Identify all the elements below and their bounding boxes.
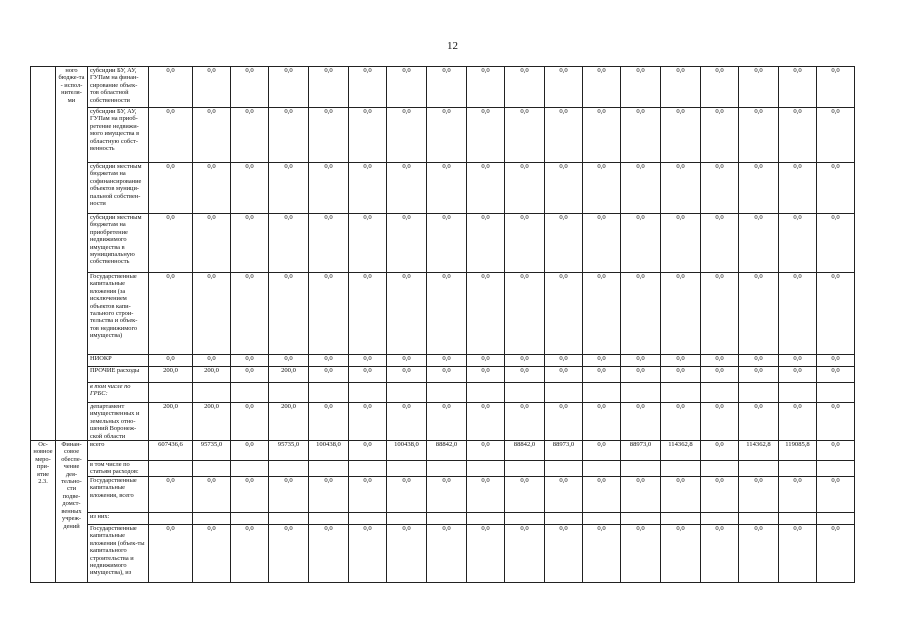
value-cell: 0,0 — [309, 477, 349, 513]
value-cell: 100438,0 — [309, 441, 349, 461]
value-cell: 0,0 — [467, 273, 505, 355]
value-cell — [427, 513, 467, 525]
activity-name-cell: Финан-совое обеспе-чение дея-тельно-сти подве-домст-венных учреж-дений — [56, 441, 88, 583]
value-cell: 0,0 — [817, 163, 855, 214]
value-cell: 0,0 — [309, 214, 349, 273]
value-cell: 0,0 — [661, 214, 701, 273]
value-cell: 0,0 — [387, 273, 427, 355]
value-cell — [545, 383, 583, 403]
row-label: Государственные капитальные вложения, всего — [88, 477, 149, 513]
value-cell: 0,0 — [427, 67, 467, 108]
value-cell: 0,0 — [309, 525, 349, 583]
value-cell: 0,0 — [149, 355, 193, 367]
value-cell: 0,0 — [505, 403, 545, 441]
table-row — [31, 403, 855, 441]
row-label: Государственные капитальные вложения (объек-ты капитального строительства и недвижимого имущества), из — [88, 525, 149, 583]
value-cell: 0,0 — [545, 367, 583, 383]
value-cell: 0,0 — [583, 273, 621, 355]
value-cell: 0,0 — [661, 367, 701, 383]
value-cell: 0,0 — [583, 441, 621, 461]
value-cell: 0,0 — [387, 108, 427, 163]
value-cell: 0,0 — [545, 214, 583, 273]
value-cell: 0,0 — [193, 163, 231, 214]
value-cell: 0,0 — [779, 163, 817, 214]
value-cell: 0,0 — [387, 477, 427, 513]
value-cell: 0,0 — [349, 108, 387, 163]
value-cell: 0,0 — [817, 525, 855, 583]
value-cell: 0,0 — [621, 367, 661, 383]
value-cell: 0,0 — [621, 214, 661, 273]
value-cell: 0,0 — [427, 355, 467, 367]
value-cell: 0,0 — [817, 403, 855, 441]
value-cell: 0,0 — [309, 163, 349, 214]
value-cell — [427, 383, 467, 403]
value-cell — [739, 383, 779, 403]
value-cell: 0,0 — [309, 273, 349, 355]
value-cell: 0,0 — [149, 67, 193, 108]
value-cell — [545, 461, 583, 477]
value-cell: 0,0 — [701, 441, 739, 461]
value-cell: 0,0 — [701, 403, 739, 441]
value-cell: 119085,8 — [779, 441, 817, 461]
value-cell: 0,0 — [701, 214, 739, 273]
value-cell: 0,0 — [779, 355, 817, 367]
row-label: в том числе по ГРБС: — [88, 383, 149, 403]
value-cell: 0,0 — [505, 163, 545, 214]
value-cell: 0,0 — [583, 163, 621, 214]
value-cell: 0,0 — [739, 163, 779, 214]
value-cell — [149, 513, 193, 525]
value-cell: 0,0 — [427, 214, 467, 273]
value-cell: 0,0 — [387, 367, 427, 383]
value-cell: 88842,0 — [427, 441, 467, 461]
value-cell: 0,0 — [193, 108, 231, 163]
value-cell: 0,0 — [193, 355, 231, 367]
value-cell: 0,0 — [149, 163, 193, 214]
budget-table — [30, 66, 855, 583]
page-number: 12 — [447, 40, 458, 52]
value-cell: 0,0 — [349, 477, 387, 513]
value-cell: 0,0 — [701, 163, 739, 214]
value-cell: 0,0 — [505, 367, 545, 383]
table-row — [31, 108, 855, 163]
value-cell: 0,0 — [583, 477, 621, 513]
table-row — [31, 461, 855, 477]
value-cell: 0,0 — [661, 163, 701, 214]
value-cell: 95735,0 — [269, 441, 309, 461]
value-cell: 0,0 — [467, 367, 505, 383]
value-cell: 0,0 — [427, 403, 467, 441]
value-cell — [269, 383, 309, 403]
value-cell: 0,0 — [583, 108, 621, 163]
value-cell — [661, 513, 701, 525]
value-cell: 0,0 — [269, 525, 309, 583]
value-cell: 114362,8 — [739, 441, 779, 461]
row-label: в том числе по статьям расходов: — [88, 461, 149, 477]
value-cell: 0,0 — [309, 367, 349, 383]
row-label: НИОКР — [88, 355, 149, 367]
value-cell: 0,0 — [621, 525, 661, 583]
table-row — [31, 214, 855, 273]
value-cell — [621, 513, 661, 525]
value-cell: 0,0 — [387, 214, 427, 273]
value-cell: 95735,0 — [193, 441, 231, 461]
value-cell: 0,0 — [231, 441, 269, 461]
value-cell: 0,0 — [661, 108, 701, 163]
value-cell: 0,0 — [739, 403, 779, 441]
value-cell: 88973,0 — [621, 441, 661, 461]
row-label: из них: — [88, 513, 149, 525]
value-cell: 0,0 — [621, 477, 661, 513]
value-cell: 200,0 — [269, 403, 309, 441]
value-cell: 0,0 — [583, 355, 621, 367]
value-cell: 88973,0 — [545, 441, 583, 461]
value-cell: 0,0 — [269, 67, 309, 108]
value-cell: 0,0 — [779, 108, 817, 163]
value-cell: 200,0 — [193, 367, 231, 383]
value-cell: 0,0 — [387, 355, 427, 367]
value-cell: 0,0 — [545, 108, 583, 163]
value-cell: 0,0 — [149, 273, 193, 355]
value-cell: 0,0 — [231, 403, 269, 441]
value-cell: 0,0 — [467, 163, 505, 214]
value-cell: 0,0 — [701, 273, 739, 355]
value-cell — [739, 513, 779, 525]
value-cell: 0,0 — [309, 403, 349, 441]
value-cell: 0,0 — [231, 273, 269, 355]
value-cell: 0,0 — [739, 477, 779, 513]
value-cell: 200,0 — [193, 403, 231, 441]
table-row — [31, 513, 855, 525]
value-cell — [779, 513, 817, 525]
value-cell: 0,0 — [309, 67, 349, 108]
value-cell: 0,0 — [349, 273, 387, 355]
value-cell: 0,0 — [505, 108, 545, 163]
value-cell — [309, 383, 349, 403]
value-cell: 0,0 — [545, 403, 583, 441]
value-cell: 0,0 — [309, 355, 349, 367]
value-cell: 0,0 — [467, 403, 505, 441]
value-cell: 0,0 — [779, 273, 817, 355]
value-cell: 0,0 — [701, 108, 739, 163]
value-cell: 0,0 — [193, 477, 231, 513]
value-cell: 0,0 — [467, 67, 505, 108]
value-cell — [779, 383, 817, 403]
value-cell — [387, 461, 427, 477]
value-cell: 0,0 — [661, 273, 701, 355]
value-cell: 0,0 — [231, 108, 269, 163]
value-cell: 0,0 — [349, 403, 387, 441]
value-cell: 0,0 — [387, 163, 427, 214]
value-cell — [349, 383, 387, 403]
value-cell — [467, 383, 505, 403]
value-cell — [583, 383, 621, 403]
value-cell — [387, 513, 427, 525]
value-cell: 0,0 — [309, 108, 349, 163]
value-cell: 0,0 — [231, 214, 269, 273]
value-cell: 0,0 — [427, 477, 467, 513]
value-cell: 0,0 — [349, 67, 387, 108]
value-cell: 0,0 — [269, 355, 309, 367]
value-cell: 0,0 — [621, 403, 661, 441]
value-cell: 0,0 — [193, 273, 231, 355]
value-cell: 0,0 — [701, 477, 739, 513]
program-number-cell — [31, 67, 56, 441]
value-cell: 0,0 — [505, 477, 545, 513]
table-row — [31, 67, 855, 108]
value-cell: 0,0 — [779, 214, 817, 273]
value-cell: 0,0 — [505, 67, 545, 108]
value-cell — [349, 513, 387, 525]
value-cell: 0,0 — [467, 477, 505, 513]
value-cell — [149, 383, 193, 403]
value-cell: 88842,0 — [505, 441, 545, 461]
value-cell: 0,0 — [739, 214, 779, 273]
value-cell: 0,0 — [427, 367, 467, 383]
value-cell: 0,0 — [349, 367, 387, 383]
value-cell: 0,0 — [545, 525, 583, 583]
value-cell: 0,0 — [545, 67, 583, 108]
value-cell — [467, 461, 505, 477]
value-cell — [467, 513, 505, 525]
value-cell — [309, 461, 349, 477]
row-label: субсидии местным бюджетам на софинансирование объектов муници-пальной собствен-ности — [88, 163, 149, 214]
value-cell: 0,0 — [779, 525, 817, 583]
value-cell — [817, 513, 855, 525]
value-cell: 0,0 — [387, 525, 427, 583]
value-cell: 0,0 — [817, 367, 855, 383]
value-cell: 0,0 — [661, 355, 701, 367]
value-cell: 0,0 — [817, 441, 855, 461]
value-cell: 0,0 — [739, 67, 779, 108]
value-cell: 0,0 — [269, 477, 309, 513]
value-cell: 0,0 — [701, 355, 739, 367]
value-cell: 0,0 — [149, 525, 193, 583]
table-row — [31, 477, 855, 513]
value-cell: 0,0 — [505, 273, 545, 355]
row-label: всего — [88, 441, 149, 461]
value-cell: 0,0 — [779, 367, 817, 383]
value-cell: 0,0 — [583, 67, 621, 108]
value-cell: 0,0 — [621, 108, 661, 163]
value-cell: 0,0 — [427, 525, 467, 583]
value-cell — [193, 513, 231, 525]
table-row — [31, 383, 855, 403]
table-row — [31, 273, 855, 355]
value-cell: 0,0 — [583, 367, 621, 383]
value-cell: 0,0 — [621, 67, 661, 108]
row-label: Государственные капитальные вложения (за исключением объектов капи-тального строи-тельства и объек-тов недвижимого имущества) — [88, 273, 149, 355]
value-cell — [269, 513, 309, 525]
value-cell: 0,0 — [467, 355, 505, 367]
value-cell: 0,0 — [269, 214, 309, 273]
value-cell: 0,0 — [701, 525, 739, 583]
table-row — [31, 163, 855, 214]
value-cell — [231, 383, 269, 403]
value-cell: 0,0 — [193, 525, 231, 583]
value-cell — [583, 513, 621, 525]
value-cell: 0,0 — [739, 273, 779, 355]
value-cell: 0,0 — [387, 403, 427, 441]
value-cell: 0,0 — [661, 67, 701, 108]
value-cell: 607436,6 — [149, 441, 193, 461]
value-cell: 200,0 — [269, 367, 309, 383]
value-cell — [661, 461, 701, 477]
row-label: департамент имущественных и земельных отно-шений Воронеж-ской области — [88, 403, 149, 441]
value-cell: 0,0 — [349, 525, 387, 583]
value-cell: 0,0 — [467, 214, 505, 273]
row-label: субсидии БУ, АУ, ГУПам на приоб-ретение недвижи-мого имущества в областную собст-венность — [88, 108, 149, 163]
value-cell: 0,0 — [467, 525, 505, 583]
value-cell: 0,0 — [545, 477, 583, 513]
value-cell: 0,0 — [779, 403, 817, 441]
value-cell: 0,0 — [231, 163, 269, 214]
row-label: субсидии местным бюджетам на приобретение недвижимого имущества в муниципальную собственность — [88, 214, 149, 273]
table-row — [31, 441, 855, 461]
value-cell — [621, 383, 661, 403]
value-cell: 0,0 — [661, 525, 701, 583]
value-cell — [505, 513, 545, 525]
value-cell — [701, 461, 739, 477]
value-cell — [817, 383, 855, 403]
executor-cell: ного бюдже-та - испол-нителя-ми — [56, 67, 88, 441]
value-cell — [701, 383, 739, 403]
value-cell — [817, 461, 855, 477]
value-cell: 0,0 — [779, 477, 817, 513]
value-cell: 0,0 — [149, 108, 193, 163]
value-cell: 0,0 — [505, 525, 545, 583]
value-cell: 0,0 — [621, 355, 661, 367]
value-cell — [701, 513, 739, 525]
row-label: ПРОЧИЕ расходы — [88, 367, 149, 383]
value-cell — [149, 461, 193, 477]
value-cell — [387, 383, 427, 403]
value-cell: 0,0 — [583, 214, 621, 273]
value-cell: 0,0 — [231, 355, 269, 367]
value-cell: 0,0 — [701, 67, 739, 108]
value-cell: 0,0 — [545, 273, 583, 355]
table-row — [31, 367, 855, 383]
table-row — [31, 355, 855, 367]
value-cell — [193, 461, 231, 477]
value-cell: 0,0 — [817, 214, 855, 273]
value-cell: 0,0 — [349, 163, 387, 214]
value-cell: 0,0 — [817, 355, 855, 367]
value-cell: 0,0 — [269, 163, 309, 214]
value-cell — [231, 513, 269, 525]
value-cell: 0,0 — [193, 67, 231, 108]
value-cell: 0,0 — [661, 477, 701, 513]
value-cell: 0,0 — [583, 403, 621, 441]
value-cell: 0,0 — [231, 477, 269, 513]
value-cell: 0,0 — [349, 214, 387, 273]
value-cell: 0,0 — [427, 108, 467, 163]
value-cell — [427, 461, 467, 477]
value-cell: 0,0 — [505, 214, 545, 273]
value-cell: 0,0 — [467, 108, 505, 163]
value-cell: 0,0 — [149, 214, 193, 273]
value-cell — [739, 461, 779, 477]
value-cell: 0,0 — [349, 441, 387, 461]
value-cell: 100438,0 — [387, 441, 427, 461]
value-cell: 0,0 — [583, 525, 621, 583]
value-cell: 0,0 — [817, 108, 855, 163]
value-cell: 0,0 — [427, 163, 467, 214]
value-cell: 0,0 — [739, 108, 779, 163]
value-cell: 0,0 — [661, 403, 701, 441]
value-cell: 0,0 — [193, 214, 231, 273]
value-cell: 0,0 — [739, 367, 779, 383]
value-cell: 0,0 — [269, 108, 309, 163]
table-row — [31, 525, 855, 583]
value-cell — [545, 513, 583, 525]
row-label: субсидии БУ, АУ, ГУПам на финан-сирование объек-тов областной собственности — [88, 67, 149, 108]
value-cell: 0,0 — [149, 477, 193, 513]
value-cell — [583, 461, 621, 477]
value-cell: 0,0 — [701, 367, 739, 383]
value-cell — [779, 461, 817, 477]
value-cell — [661, 383, 701, 403]
value-cell: 0,0 — [621, 273, 661, 355]
value-cell: 0,0 — [269, 273, 309, 355]
value-cell — [621, 461, 661, 477]
activity-number-cell: Ос-новное меро-при-ятие 2.3. — [31, 441, 56, 583]
value-cell: 0,0 — [231, 367, 269, 383]
value-cell: 0,0 — [545, 355, 583, 367]
value-cell: 0,0 — [817, 273, 855, 355]
value-cell — [193, 383, 231, 403]
value-cell: 0,0 — [231, 525, 269, 583]
value-cell: 0,0 — [387, 67, 427, 108]
value-cell: 0,0 — [817, 477, 855, 513]
value-cell: 0,0 — [505, 355, 545, 367]
value-cell — [505, 383, 545, 403]
value-cell: 200,0 — [149, 367, 193, 383]
value-cell: 0,0 — [349, 355, 387, 367]
value-cell: 0,0 — [467, 441, 505, 461]
value-cell: 0,0 — [817, 67, 855, 108]
value-cell: 200,0 — [149, 403, 193, 441]
value-cell: 0,0 — [739, 525, 779, 583]
value-cell: 0,0 — [779, 67, 817, 108]
value-cell — [269, 461, 309, 477]
value-cell — [505, 461, 545, 477]
value-cell: 0,0 — [231, 67, 269, 108]
value-cell — [231, 461, 269, 477]
value-cell — [309, 513, 349, 525]
value-cell: 0,0 — [621, 163, 661, 214]
value-cell: 114362,8 — [661, 441, 701, 461]
value-cell: 0,0 — [427, 273, 467, 355]
value-cell — [349, 461, 387, 477]
value-cell: 0,0 — [545, 163, 583, 214]
value-cell: 0,0 — [739, 355, 779, 367]
